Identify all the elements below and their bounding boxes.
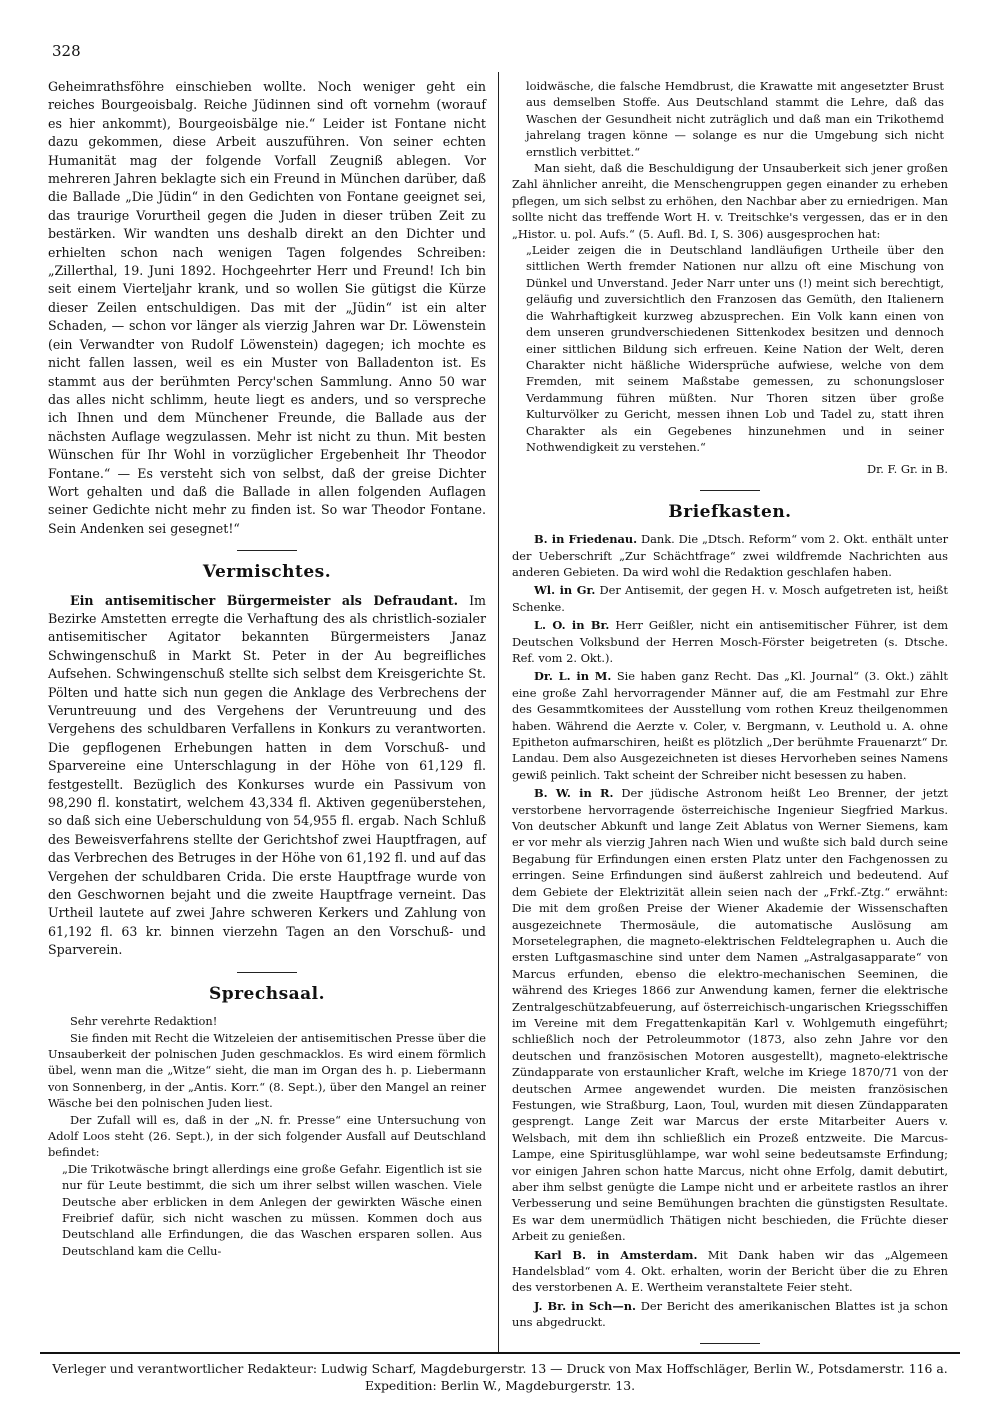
column-divider — [498, 72, 499, 1352]
list-item — [512, 1298, 948, 1331]
vermischtes-subhead: Ein antisemitischer Bürgermeister als Defraudant. — [70, 592, 458, 608]
entry-text: Mit Dank haben wir das „Algemeen Handelsblad“ vom 4. Okt. erhalten, worin der Bericht über die zu Ehren des verstorbenen A. E. Wertheim veranstaltete Feier steht. — [512, 1247, 948, 1295]
treitschke-quote: „Leider zeigen die in Deutschland landläufigen Urtheile über den sittlichen Werth fremder Nationen nur allzu oft eine Mischung von Dünkel und Unverstand. Jeder Narr unter uns (!) meint sich berechtigt, geläufig und zuversichtlich den Franzosen das Gemüth, den Italienern die Wahrhaftigkeit kurzweg abzusprechen. Ein Volk kann einen von dem unseren grundverschiedenen Sittenkodex besitzen und dennoch einer sittlichen Bildung sich erfreuen. Keine Nation der Welt, deren Charakter nicht häßliche Widersprüche aufwiese, welche von dem Fremden, mit seinem Maßstabe gemessen, zu schonungsloser Verdammung führen müßten. Nur Thoren sitzen über große Kulturvölker zu Gericht, messen ihnen Lob und Tadel zu, statt ihren Charakter als ein Gegebenes hinzunehmen und in seiner Nothwendigkeit zu verstehen.“ — [526, 243, 944, 454]
entry-text: Dank. Die „Dtsch. Reform“ vom 2. Okt. enthält unter der Ueberschrift „Zur Schächtfrage“ zwei wildfremde Nachrichten aus anderen Gebieten. Da wird wohl die Redaktion geschlafen haben. — [512, 532, 949, 579]
entry-text: Herr Geißler, nicht ein antisemitischer Führer, ist dem Deutschen Volksbund der Herren Mosch-Förster beigetreten (s. Dtsche. Ref. vom 2. Okt.). — [512, 618, 949, 665]
section-separator — [700, 490, 760, 491]
entry-text: Sie haben ganz Recht. Das „Kl. Journal“ (3. Okt.) zählt eine große Zahl hervorragender Männer auf, die am Festmahl zur Ehre des Gesammtkomitees der Ausstellung vom rothen Kreuz theilgenommen haben. Während die Aerzte v. Coler, v. Bergmann, v. Leuthold u. A. ohne Epitheton aufmarschiren, heißt es plötzlich „Der berühmte Frauenarzt“ Dr. Landau. Dem also Ausgezeichneten ist dieses Hervorheben seines Namens gewiß peinlich. Takt scheint der Schreiber nicht besessen zu haben. — [512, 669, 948, 782]
vermischtes-text: Im Bezirke Amstetten erregte die Verhaftung des als christlich-sozialer antisemitischer Agitator bekannten Bürgermeisters Janaz Schwingenschuß in Markt St. Peter in der Au begreifliches Aufsehen. Schwingenschuß stellte sich selbst dem Kreisgerichte St. Pölten und hatte sich nun gegen die Anklage des Verbrechens der Veruntreuung und des Vergehens der Veruntreuung und des Vergehens des schuldbaren Verfallens in Konkurs zu verantworten. Die gepflogenen Erhebungen hatten in dem Vorschuß- und Sparvereine eine Unterschlagung in der Höhe von 61,129 fl. festgestellt. Bezüglich des Konkurses wurde ein Passivum von 98,290 fl. konstatirt, welchem 43,334 fl. Aktiven gegenüberstehen, so daß sich eine Ueberschuldung von 54,955 fl. ergab. Nach Schluß des Beweisverfahrens stellte der Gerichtshof zwei Hauptfragen, auf das Verbrechen des Betruges in der Höhe von 61,192 fl. und auf das Vergehen der schuldbaren Crida. Die erste Hauptfrage wurde von den Geschwornen bejaht und die zweite Hauptfrage verneint. Das Urtheil lautete auf zwei Jahre schweren Kerkers und Zahlung von 61,192 fl. 63 kr. binnen vierzehn Tagen an den Vorschuß- und Sparverein. — [48, 592, 486, 958]
briefkasten-heading: Briefkasten. — [668, 501, 792, 522]
sprechsaal-paragraph: Man sieht, daß die Beschuldigung der Unsauberkeit sich jener großen Zahl ähnlicher anreiht, die Menschengruppen gegen einander zu erheben pflegen, um sich selbst zu erhöhen, den Nachbar aber zu erniedrigen. Man sollte nicht das treffende Wort H. v. Treitschke's vergessen, das er in den „Histor. u. pol. Aufs.“ (5. Aufl. Bd. I, S. 306) ausgesprochen hat: — [512, 161, 948, 241]
signature: Dr. F. Gr. in B. — [866, 462, 948, 477]
sprechsaal-paragraph: Sie finden mit Recht die Witzeleien der antisemitischen Presse über die Unsauberkeit der polnischen Juden geschmacklos. Es wird einem förmlich übel, wenn man die „Witze“ sieht, die man im Organ des h. p. Liebermann von Sonnenberg, in der „Antis. Korr.“ (8. Sept.), über den Mangel an reiner Wäsche bei den polnischen Juden liest. — [48, 1030, 486, 1111]
fontane-article-text: Geheimrathsföhre einschieben wollte. Noch weniger geht ein reiches Bourgeoisbalg. Reiche Jüdinnen sind oft vornehm (worauf es hier ankommt), Bourgeoisbälge nie.“ Leider ist Fontane nicht dazu gekommen, diese Arbeit auszuführen. Von seiner echten Humanität mag der folgende Vorfall Zeugniß ablegen. Vor mehreren Jahren beklagte sich ein Freund in München darüber, daß die Ballade „Die Jüdin“ in den Gedichten von Fontane geeignet sei, das traurige Vorurtheil gegen die Juden in dieser trüben Zeit zu bestärken. Wir wandten uns deshalb direkt an den Dichter und erhielten schon nach wenigen Tagen folgendes Schreiben: „Zillerthal, 19. Juni 1892. Hochgeehrter Herr und Freund! Ich bin seit einem Vierteljahr krank, und so wollen Sie gütigst die Kürze dieser Zeilen entschuldigen. Das mit der „Jüdin“ ist ein alter Schaden, — schon vor länger als vierzig Jahren war Dr. Löwenstein (ein Verwandter von Rudolf Löwenstein) dagegen; ich mochte es nicht fallen lassen, weil es ein Muster von Balladenton ist. Es stammt aus der berühmten Percy'schen Sammlung. Anno 50 war das alles nicht schlimm, heute liegt es anders, und so verspreche ich Ihnen und dem Münchener Freunde, die Ballade aus der nächsten Auflage wegzulassen. Mehr ist nicht zu thun. Mit besten Wünschen für Ihr Wohl in vorzüglicher Ergebenheit Ihr Theodor Fontane.“ — Es versteht sich von selbst, daß der greise Dichter Wort gehalten und daß die Ballade in allen folgenden Auflagen seiner Gedichte nicht mehr zu finden ist. So war Theodor Fontane. Sein Andenken sei gesegnet!“ — [48, 79, 486, 536]
section-separator — [237, 972, 297, 973]
vermischtes-heading: Vermischtes. — [202, 562, 332, 583]
entry-text: Der Bericht des amerikanischen Blattes ist ja schon uns abgedruckt. — [512, 1298, 948, 1330]
section-separator — [237, 550, 297, 551]
quote-continuation: loidwäsche, die falsche Hemdbrust, die Krawatte mit angesetzter Brust aus demselben Stoffe. Aus Deutschland stammt die Lehre, daß das Waschen der Gesundheit nicht zuträglich und daß man ein Trikothemd jahrelang tragen könne — solange es nur die Umgebung sich nicht ernstlich verbittet.“ — [526, 79, 944, 159]
left-column — [48, 78, 486, 1259]
entry-recipient: L. O. in Br. — [534, 618, 610, 633]
entry-text: Der Antisemit, der gegen H. v. Mosch aufgetreten ist, heißt Schenke. — [512, 583, 948, 614]
sprechsaal-paragraph: Der Zufall will es, daß in der „N. fr. Presse“ eine Untersuchung von Adolf Loos steht (26. Sept.), in der sich folgender Ausfall auf Deutschland befindet: — [48, 1112, 486, 1160]
imprint-line: Verleger und verantwortlicher Redakteur: Ludwig Scharf, Magdeburgerstr. 13 — Druck von Max Hoffschläger, Berlin W., Potsdamerstr. 116 a. — [52, 1361, 948, 1376]
page-number: 328 — [52, 42, 81, 60]
entry-recipient: B. W. in R. — [534, 786, 614, 801]
list-item — [512, 785, 948, 1244]
briefkasten-entries — [512, 531, 948, 1331]
list-item — [512, 617, 948, 666]
entry-recipient: Dr. L. in M. — [534, 669, 612, 684]
list-item — [512, 1247, 948, 1296]
entry-recipient: Karl B. in Amsterdam. — [534, 1247, 698, 1262]
entry-recipient: Wl. in Gr. — [534, 583, 596, 598]
imprint-footer — [40, 1352, 960, 1394]
entry-recipient: B. in Friedenau. — [534, 532, 638, 547]
vermischtes-article — [48, 592, 486, 960]
sprechsaal-salutation: Sehr verehrte Redaktion! — [70, 1014, 218, 1029]
entry-text: Der jüdische Astronom heißt Leo Brenner, der jetzt verstorbene hervorragende österreichische Ingenieur Siegfried Markus. Von deutscher Abkunft und lange Zeit Ablatus von Werner Siemens, kam er vor mehr als vierzig Jahren nach Wien und wußte sich bald durch seine Begabung für Erfindungen einen ersten Platz unter den Fachgenossen zu erringen. Seine Erfindungen sind äußerst zahlreich und bedeutend. Auf dem Gebiete der Elektrizität allein seien nach der „Frkf.-Ztg.“ erwähnt: Die mit dem großen Preise der Wiener Akademie der Wissenschaften ausgezeichnete Thermosäule, die automatische Auslösung am Morsetelegraphen, die magneto-elektrischen Feldtelegraphen u. Auch die ersten Luftgasmaschine sind unter dem Namen „Astralgasapparate“ von Marcus erfunden, ebenso die elektro-mechanischen Seeminen, die während des Krieges 1866 zur Anwendung kamen, ferner die elektrische Zentralgeschützabfeuerung, auf österreichisch-ungarischen Kriegsschiffen im Vereine mit dem Fregattenkapitän Karl v. Wohlgemuth eingeführt; schließlich noch der Petroleummotor (1873, also zehn Jahre vor den deutschen und französischen Motoren ausgestellt), magneto-elektrische Zündapparate von erstaunlicher Kraft, welche im Kriege 1870/71 von der deutschen Armee angewendet wurden. Die meisten französischen Festungen, wie Straßburg, Laon, Toul, wurden mit diesen Zündapparaten gesprengt. Lange Zeit war Marcus der erste Mitarbeiter Auers v. Welsbach, mit dem ihn schließlich ein Prozeß entzweite. Die Marcus-Lampe, eine Spiritusglühlampe, war wohl seine bedeutsamste Erfindung; vor einigen Jahren schon hatte Marcus, nicht ohne Erfolg, damit debutirt, aber ihm selbst genügte die Lampe nicht und er arbeitete rastlos an ihrer Verbesserung und seine Bemühungen brachten die günstigsten Resultate. Es war dem unermüdlich Thätigen nicht beschieden, die Früchte dieser Arbeit zu genießen. — [512, 786, 948, 1244]
imprint-line: Expedition: Berlin W., Magdeburgerstr. 13. — [364, 1378, 636, 1393]
sprechsaal-heading: Sprechsaal. — [208, 983, 326, 1004]
list-item — [512, 531, 948, 580]
sprechsaal-quote: „Die Trikotwäsche bringt allerdings eine große Gefahr. Eigentlich ist sie nur für Leute bestimmt, die sich um ihrer selbst willen waschen. Viele Deutsche aber erblicken in dem Anlegen der gewirkten Wäsche einen Freibrief dafür, sich nicht waschen zu müssen. Kommen doch aus Deutschland alle Erfindungen, die das Waschen ersparen sollen. Aus Deutschland kam die Cellu- — [62, 1161, 482, 1258]
section-separator — [700, 1343, 760, 1344]
list-item — [512, 582, 948, 615]
right-column — [512, 78, 948, 1356]
list-item — [512, 668, 948, 783]
entry-recipient: J. Br. in Sch—n. — [534, 1298, 636, 1313]
